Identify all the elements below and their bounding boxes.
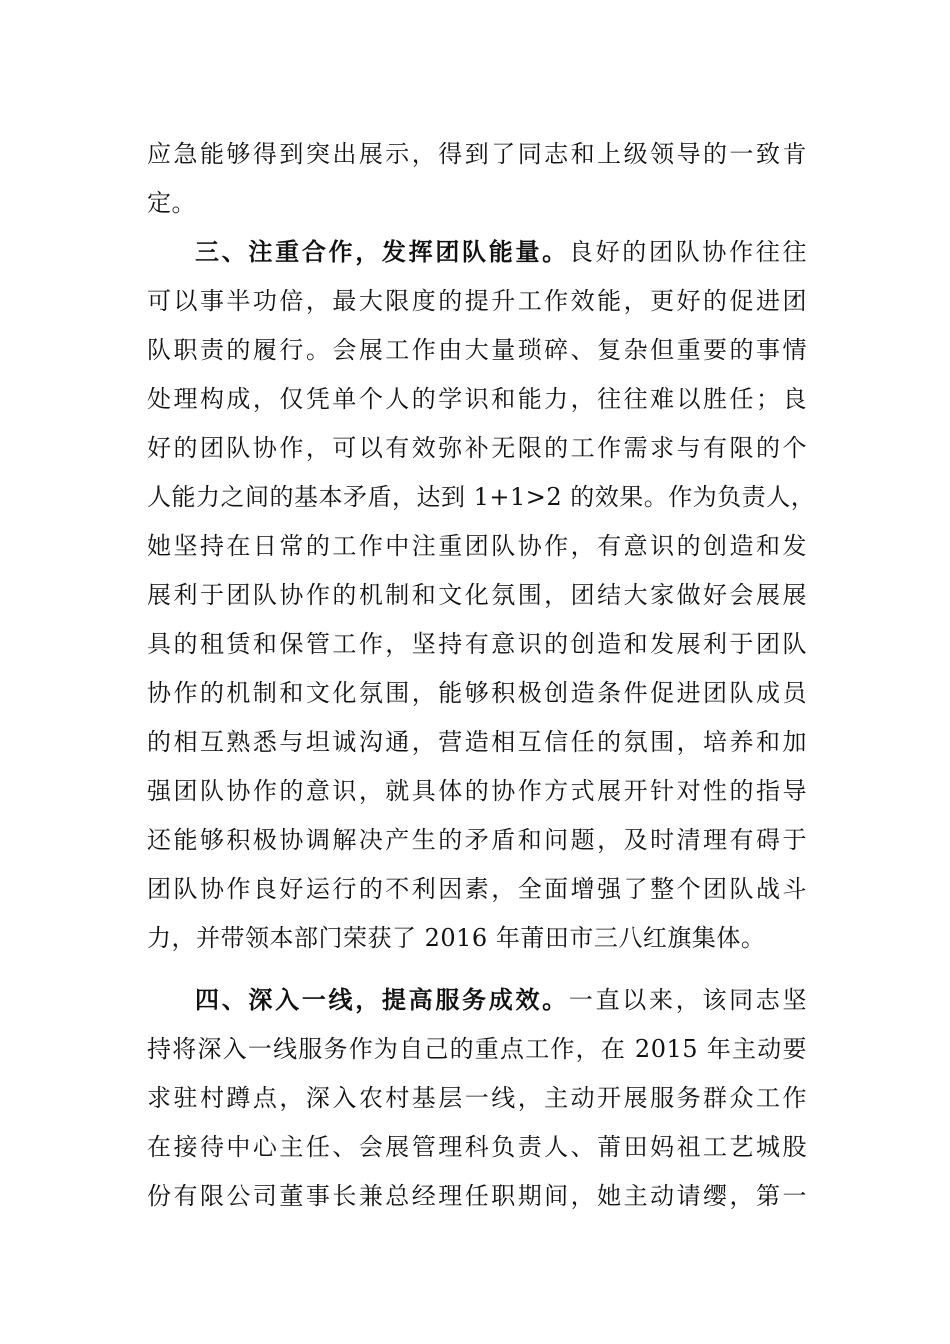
body-line: 在接待中心主任、会展管理科负责人、莆田妈祖工艺城股 [147, 1133, 807, 1161]
body-line: 展利于团队协作的机制和文化氛围，团结大家做好会展展 [147, 581, 807, 609]
section-3-lead-text: 良好的团队协作往往 [568, 238, 808, 266]
section-4-heading: 四、深入一线，提高服务成效。 [195, 986, 569, 1014]
body-line: 强团队协作的意识，就具体的协作方式展开针对性的指导 [147, 777, 807, 805]
body-line: 处理构成，仅凭单个人的学识和能力，往往难以胜任；良 [147, 385, 807, 413]
section-4-paragraph-start [195, 985, 807, 1015]
section-4-lead-text: 一直以来，该同志坚 [568, 986, 808, 1014]
body-line: 求驻村蹲点，深入农村基层一线，主动开展服务群众工作 [147, 1084, 807, 1112]
body-line: 定。 [147, 189, 196, 217]
body-line: 应急能够得到突出展示，得到了同志和上级领导的一致肯 [147, 140, 807, 168]
body-line: 的相互熟悉与坦诚沟通，营造相互信任的氛围，培养和加 [147, 728, 807, 756]
body-line: 她坚持在日常的工作中注重团队协作，有意识的创造和发 [147, 532, 807, 560]
body-line: 持将深入一线服务作为自己的重点工作，在 2015 年主动要 [147, 1035, 807, 1063]
body-line: 团队协作良好运行的不利因素，全面增强了整个团队战斗 [147, 875, 807, 903]
body-line: 力，并带领本部门荣获了 2016 年莆田市三八红旗集体。 [147, 924, 766, 952]
body-line: 可以事半功倍，最大限度的提升工作效能，更好的促进团 [147, 287, 807, 315]
body-line: 还能够积极协调解决产生的矛盾和问题，及时清理有碍于 [147, 826, 807, 854]
body-line: 份有限公司董事长兼总经理任职期间，她主动请缨，第一 [147, 1182, 807, 1210]
section-3-paragraph-start [195, 237, 807, 267]
section-3-heading: 三、注重合作，发挥团队能量。 [195, 238, 569, 266]
body-line: 好的团队协作，可以有效弥补无限的工作需求与有限的个 [147, 434, 807, 462]
body-line: 具的租赁和保管工作，坚持有意识的创造和发展利于团队 [147, 630, 807, 658]
body-line: 协作的机制和文化氛围，能够积极创造条件促进团队成员 [147, 679, 807, 707]
body-line: 人能力之间的基本矛盾，达到 1+1>2 的效果。作为负责人， [147, 483, 816, 511]
body-line: 队职责的履行。会展工作由大量琐碎、复杂但重要的事情 [147, 336, 807, 364]
